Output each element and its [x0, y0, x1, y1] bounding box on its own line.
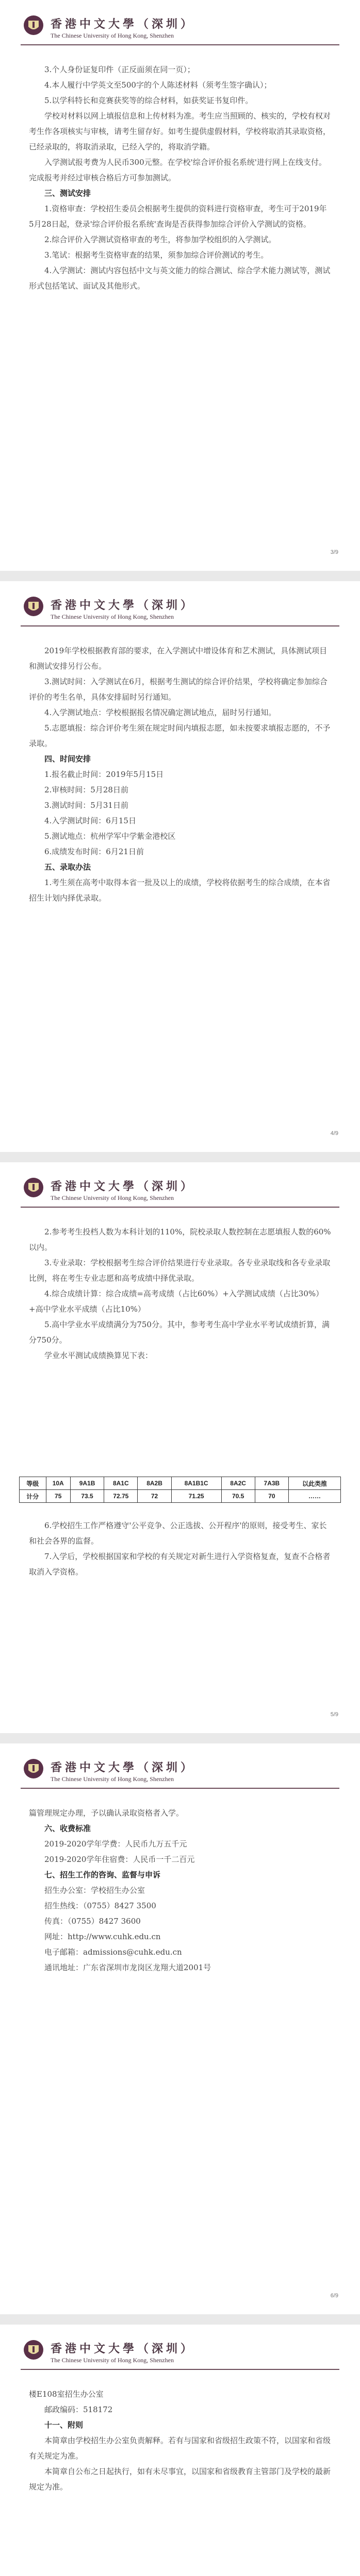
table-cell: 70	[255, 1490, 288, 1503]
header-rule	[21, 1788, 339, 1789]
header-rule	[21, 625, 339, 626]
contact-item: 招生办公室：学校招生办公室	[44, 1886, 145, 1895]
header-title-en: The Chinese University of Hong Kong, Shenzhen	[51, 1194, 174, 1201]
paragraph: 学业水平测试成绩换算见下表：	[44, 1351, 153, 1360]
university-crest-icon	[23, 14, 44, 36]
paragraph: 4.本人履行中学英文至500字的个人陈述材料（须考生签字确认）；	[44, 80, 272, 90]
doc-page-4	[0, 1743, 360, 2314]
contact-item: 传真：（0755）8427 3600	[44, 1917, 141, 1926]
paragraph: 本简章自公布之日起执行，如有未尽事宜，以国家和省级教育主管部门及学校的最新规定为准。	[29, 2467, 331, 2492]
header-title-cn: 香港中文大學（深圳）	[51, 599, 195, 612]
paragraph: 篇管理规定办理，予以确认录取资格者入学。	[29, 1808, 184, 1818]
header-title-en: The Chinese University of Hong Kong, Shenzhen	[51, 1775, 174, 1783]
paragraph: 3.个人身份证复印件（正反面须在同一页）；	[44, 65, 195, 74]
schedule-item: 5.测试地点：杭州学军中学紫金港校区	[44, 832, 176, 841]
header-rule	[21, 44, 339, 45]
paragraph: 本简章由学校招生办公室负责解释。若有与国家和省级招生政策不符，以国家和省级有关规定为准。	[29, 2436, 331, 2461]
page-body	[29, 1805, 331, 1975]
header-title-cn: 香港中文大學（深圳）	[51, 1180, 195, 1193]
header-rule	[21, 2369, 339, 2370]
university-crest-icon	[23, 1177, 44, 1198]
page-header	[0, 1743, 360, 1791]
university-crest-icon	[23, 596, 44, 617]
paragraph: 2.综合评价入学测试资格审查的考生，将参加学校组织的入学测试。	[44, 235, 276, 244]
page-number: 3/9	[330, 549, 338, 555]
contact-item: 招生热线：（0755）8427 3500	[44, 1901, 156, 1910]
paragraph: 6.学校招生工作严格遵守'公平竞争、公正选拔、公开程序'的原则，接受考生、家长和社会各界的监督。	[29, 1521, 327, 1546]
paragraph: 学校对材料以网上填报信息和上传材料为准。考生应当照顾的、核实的，学校有权对考生作各项核实与审核，请考生留存好。如考生提供虚假材料，学校将取消其录取资格，已经录取的，将取消录取，已经入学的，将取消学籍。	[29, 111, 331, 151]
paragraph: 楼E108室招生办公室	[29, 2389, 104, 2399]
table-cell: ……	[289, 1490, 341, 1503]
page-body	[29, 643, 331, 906]
schedule-item: 2.审核时间：5月28日前	[44, 785, 128, 794]
page-body	[29, 1224, 331, 1363]
header-title-cn: 香港中文大學（深圳）	[51, 1761, 195, 1774]
table-cell: 8A1B1C	[171, 1477, 221, 1490]
table-cell: 9A1B	[70, 1477, 104, 1490]
table-cell: 7A3B	[255, 1477, 288, 1490]
header-title-cn: 香港中文大學（深圳）	[51, 18, 195, 31]
section-title: 十一、附则	[44, 2420, 84, 2430]
header-rule	[21, 1207, 339, 1208]
page-number: 4/9	[330, 1130, 338, 1137]
fee-item: 2019-2020学年学费：人民币九万五千元	[44, 1839, 187, 1849]
table-cell: 8A1C	[104, 1477, 138, 1490]
page-header	[0, 2325, 360, 2372]
header-title-en: The Chinese University of Hong Kong, Shenzhen	[51, 2357, 174, 2364]
header-title-cn: 香港中文大學（深圳）	[51, 2342, 195, 2355]
section-title: 三、测试安排	[44, 189, 91, 198]
table-row-label: 计分	[20, 1490, 46, 1503]
table-cell: 8A2C	[221, 1477, 255, 1490]
paragraph: 3.专业录取：学校根据考生综合评价结果进行专业录取。各专业录取线和各专业录取比例，将在考生专业志愿和高考成绩中择优录取。	[29, 1258, 331, 1283]
page-gap	[0, 2314, 360, 2325]
paragraph: 5.高中学业水平成绩满分为750分。其中，参考考生高中学业水平考试成绩折算，满分750分。	[29, 1320, 330, 1345]
page-gap	[0, 1152, 360, 1162]
doc-page-5	[0, 2325, 360, 2576]
paragraph: 1.考生须在高考中取得本省一批及以上的成绩，学校将依据考生的综合成绩，在本省招生计划内择优录取。	[29, 878, 331, 903]
paragraph: 4.入学测试地点：学校根据报名情况确定测试地点，届时另行通知。	[44, 708, 276, 717]
schedule-item: 3.测试时间：5月31日前	[44, 801, 128, 810]
doc-page-2	[0, 581, 360, 1152]
page-gap	[0, 1733, 360, 1743]
page-body	[29, 62, 331, 294]
page-header	[0, 581, 360, 629]
table-cell: 以此类推	[289, 1477, 341, 1490]
paragraph: 4.综合成绩计算：综合成绩=高考成绩（占比60%）+入学测试成绩（占比30%）+高中学业水平成绩（占比10%）	[29, 1289, 324, 1314]
paragraph: 2.参考考生投档人数为本科计划的110%，院校录取人数控制在志愿填报人数的60%以内。	[29, 1227, 331, 1252]
table-cell: 8A2B	[138, 1477, 171, 1490]
schedule-item: 1.报名截止时间：2019年5月15日	[44, 770, 164, 779]
page-header	[0, 1162, 360, 1210]
doc-page-3	[0, 1162, 360, 1733]
paragraph: 2019年学校根据教育部的要求，在入学测试中增设体育和艺术测试，具体测试项目和测试安排另行公布。	[29, 646, 328, 671]
paragraph: 4.入学测试：测试内容包括中文与英文能力的综合测试、综合学术能力测试等，测试形式包括笔试、面试及其他形式。	[29, 266, 331, 291]
paragraph: 1.资格审查：学校招生委员会根据考生提供的资料进行资格审查，考生可于2019年5月28日起，登录'综合评价报名系统'查询是否获得参加综合评价入学测试的资格。	[29, 204, 327, 229]
university-crest-icon	[23, 1758, 44, 1780]
page-number: 6/9	[330, 2293, 338, 2299]
table-row	[20, 1477, 341, 1490]
page-body	[29, 2386, 331, 2495]
paragraph: 5.以学科特长和竞赛获奖等的综合材料，如获奖证书复印件。	[44, 96, 253, 105]
paragraph: 邮政编码：518172	[44, 2405, 113, 2414]
paragraph: 5.志愿填报：综合评价考生须在规定时间内填报志愿，如未按要求填报志愿的，不予录取。	[29, 723, 331, 748]
contact-item: 电子邮箱：admissions@cuhk.edu.cn	[44, 1947, 182, 1957]
doc-page-1	[0, 0, 360, 571]
table-cell: 70.5	[221, 1490, 255, 1503]
contact-item: 通讯地址：广东省深圳市龙岗区龙翔大道2001号	[44, 1963, 211, 1972]
page-gap	[0, 571, 360, 581]
header-title-en: The Chinese University of Hong Kong, Shenzhen	[51, 613, 174, 620]
section-title: 七、招生工作的咨询、监督与申诉	[44, 1870, 161, 1879]
section-title: 六、收费标准	[44, 1824, 91, 1833]
university-crest-icon	[23, 2339, 44, 2361]
section-title: 四、时间安排	[44, 754, 91, 764]
schedule-item: 6.成绩发布时间：6月21日前	[44, 847, 144, 856]
table-cell: 75	[46, 1490, 70, 1503]
contact-item: 网址：http://www.cuhk.edu.cn	[44, 1932, 161, 1941]
grade-score-table	[19, 1477, 341, 1503]
table-cell: 72.75	[104, 1490, 138, 1503]
section-title: 五、录取办法	[44, 862, 91, 872]
table-row-label: 等级	[20, 1477, 46, 1490]
page-number: 5/9	[330, 1711, 338, 1718]
header-title-en: The Chinese University of Hong Kong, Shenzhen	[51, 32, 174, 39]
table-cell: 72	[138, 1490, 171, 1503]
paragraph: 入学测试报考费为人民币300元整。在学校'综合评价报名系统'进行网上在线支付。完成报考并经过审核合格后方可参加测试。	[29, 158, 326, 182]
table-cell: 10A	[46, 1477, 70, 1490]
grade-table-wrap	[19, 1477, 341, 1503]
table-cell: 71.25	[171, 1490, 221, 1503]
table-row	[20, 1490, 341, 1503]
page-header	[0, 0, 360, 47]
paragraph: 3.测试时间：入学测试在6月，根据考生测试的综合评价结果，学校将确定参加综合评价的考生名单，具体安排届时另行通知。	[29, 677, 328, 702]
page-body-continued	[29, 1518, 331, 1580]
paragraph: 7.入学后，学校根据国家和学校的有关规定对新生进行入学资格复查，复查不合格者取消入学资格。	[29, 1552, 331, 1577]
fee-item: 2019-2020学年住宿费：人民币一千二百元	[44, 1855, 195, 1864]
schedule-item: 4.入学测试时间：6月15日	[44, 816, 136, 825]
table-cell: 73.5	[70, 1490, 104, 1503]
paragraph: 3.笔试：根据考生资格审查的结果，须参加综合评价测试的考生。	[44, 250, 269, 260]
